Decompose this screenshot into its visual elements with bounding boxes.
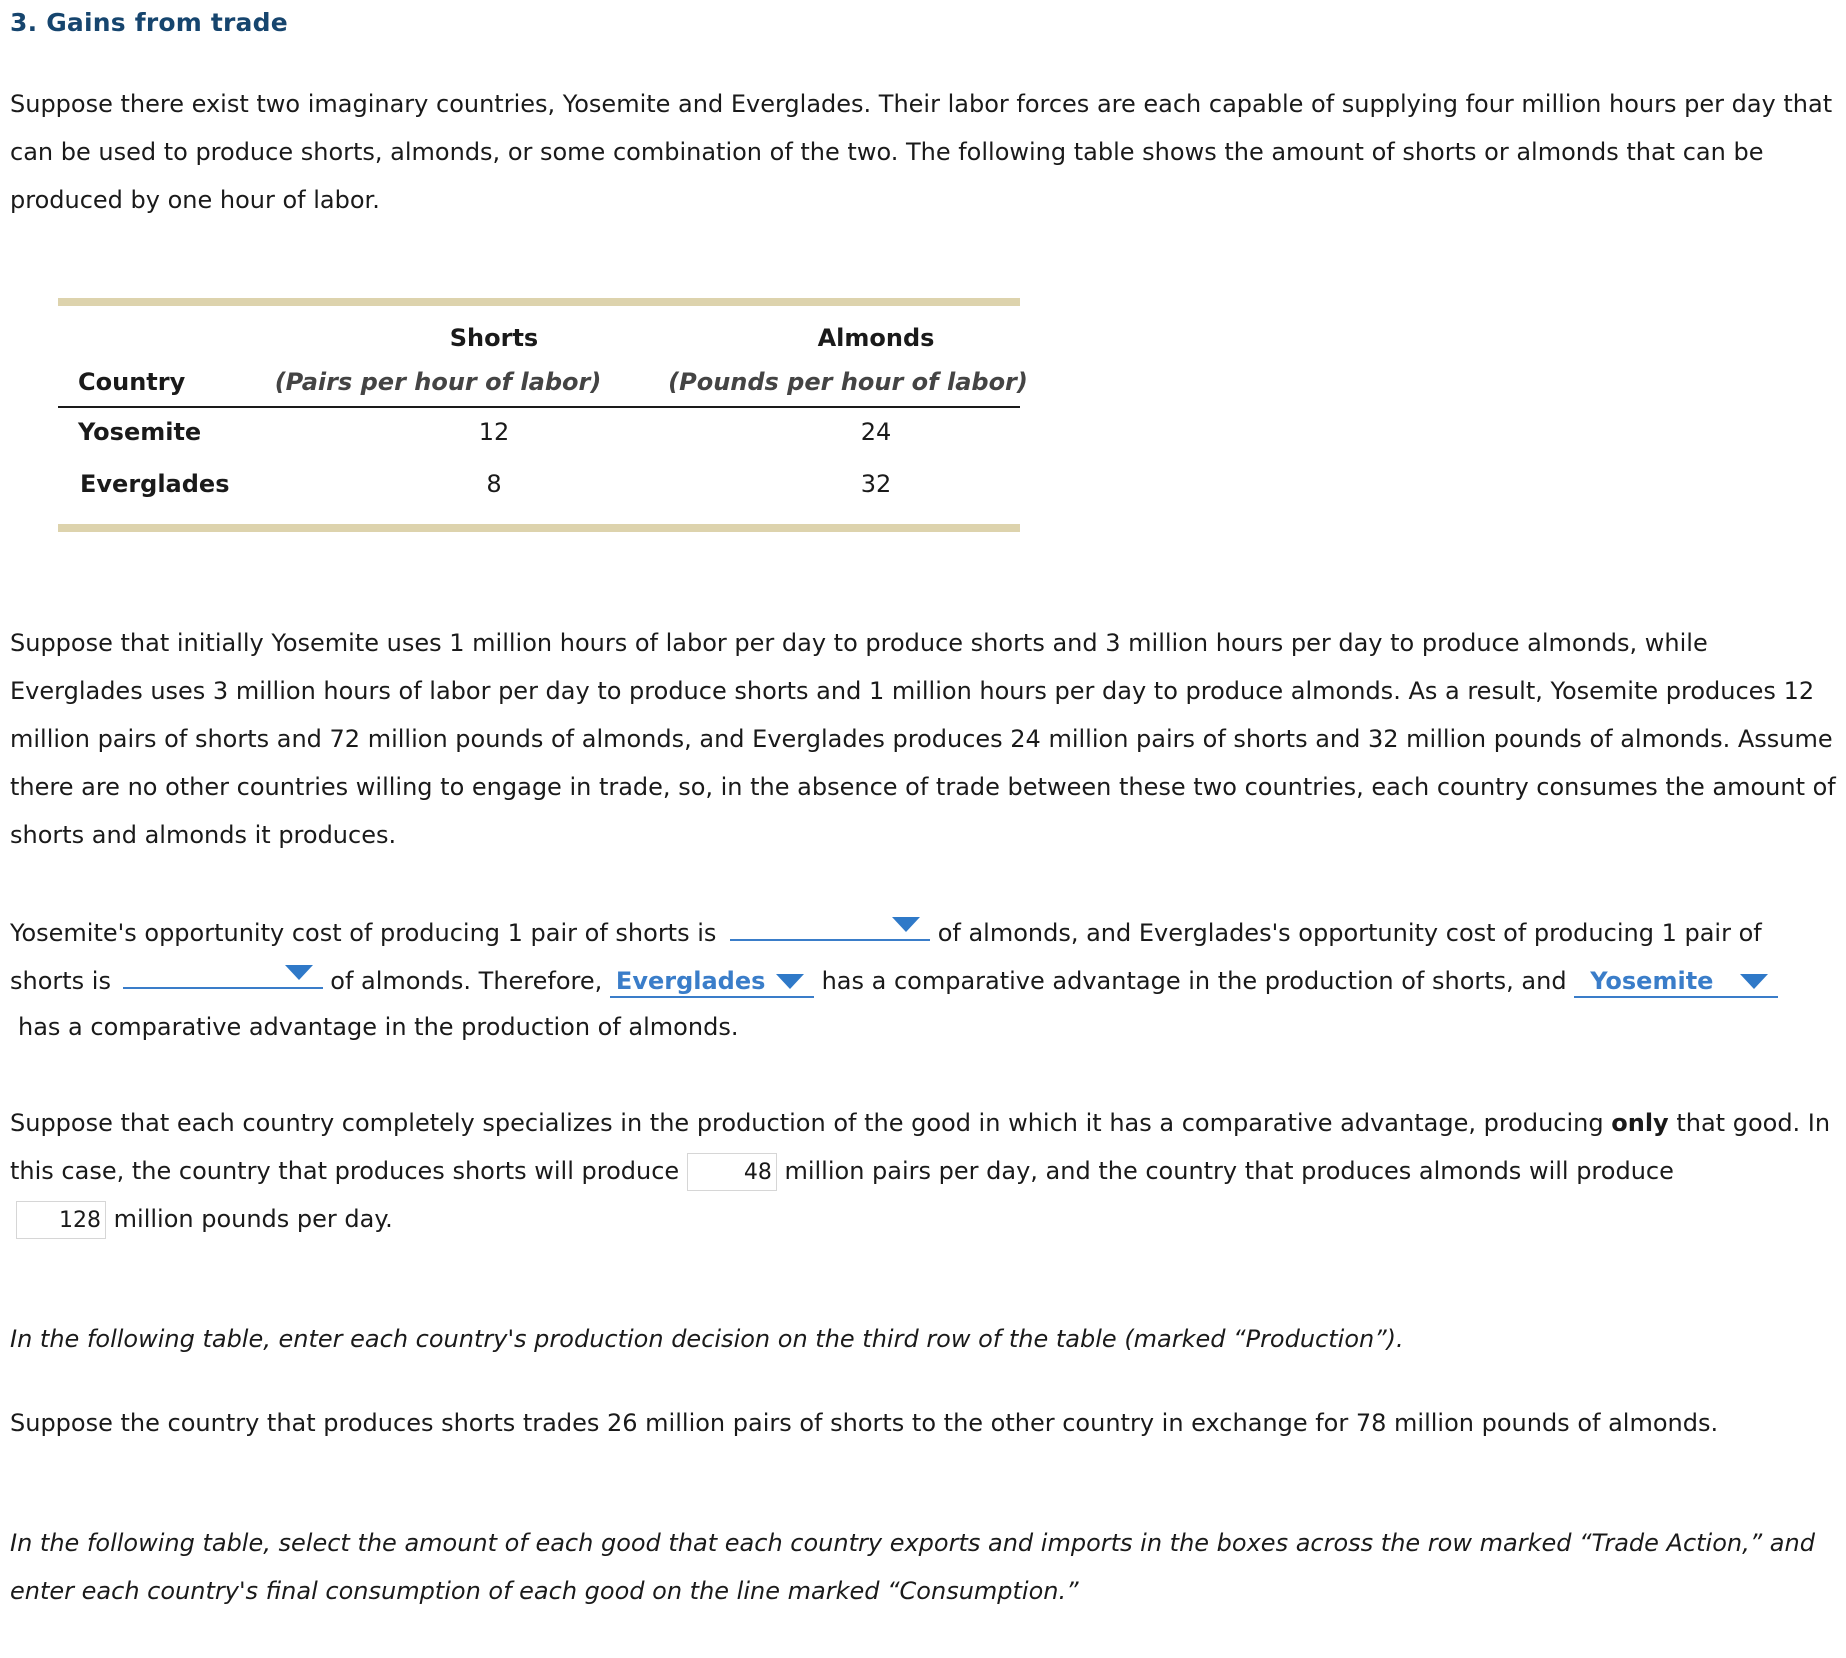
intro-paragraph: Suppose there exist two imaginary countries, Yosemite and Everglades. Their labor forces are each capable of supplying four million hours per day that can be used to produce shorts, almonds, or some combination of the two. The following table shows the amount of shorts or almonds that can be produced by one hour of labor.	[10, 90, 1833, 214]
q2-bold-only: only	[1611, 1109, 1669, 1137]
q2-text-3: this case, the country that produces shorts will produce	[10, 1157, 680, 1185]
scenario-paragraph: Suppose that initially Yosemite uses 1 million hours of labor per day to produce shorts and 3 million hours per day to produce almonds, while Everglades uses 3 million hours of labor per day to produce shorts and 1 million hours per day to produce almonds. As a result, Yosemite produces 12 million pairs of shorts and 72 million pounds of almonds, and Everglades produces 24 million pairs of shorts and 32 million pounds of almonds. Assume there are no other countries willing to engage in trade, so, in the absence of trade between these two countries, each country consumes the amount of shorts and almonds it produces.	[10, 629, 1836, 849]
everglades-opportunity-cost-dropdown[interactable]	[123, 955, 323, 989]
chevron-down-icon	[892, 917, 920, 932]
almonds-production-input[interactable]: 128	[16, 1201, 106, 1239]
q1-text-2: of almonds, and Everglades's opportunity cost of producing 1 pair of	[937, 919, 1762, 947]
table-row-almonds: 24	[860, 418, 892, 446]
country-header: Country	[78, 368, 186, 396]
shorts-header: Shorts	[449, 324, 539, 352]
yosemite-opportunity-cost-dropdown[interactable]	[730, 907, 930, 941]
q2-text-2: that good. In	[1676, 1109, 1831, 1137]
q2-text-4: million pairs per day, and the country that produces almonds will produce	[784, 1157, 1674, 1185]
trade-instruction-line1: In the following table, select the amount of each good that each country exports and imports in the boxes across the row marked “Trade Action,” and	[10, 1529, 1815, 1557]
table-header-rule	[58, 406, 1020, 408]
almonds-advantage-selected: Yosemite	[1590, 967, 1714, 995]
opportunity-cost-question-line3	[18, 1003, 1846, 1051]
trade-paragraph: Suppose the country that produces shorts trades 26 million pairs of shorts to the other country in exchange for 78 million pounds of almonds.	[10, 1409, 1719, 1437]
shorts-advantage-selected: Everglades	[615, 967, 766, 995]
opportunity-cost-question-line2	[10, 955, 1840, 1005]
chevron-down-icon	[1740, 974, 1768, 989]
table-row-shorts: 12	[478, 418, 510, 446]
trade-instruction-line2: enter each country's final consumption of each good on the line marked “Consumption.”	[10, 1577, 1079, 1605]
q1-text-1: Yosemite's opportunity cost of producing 1 pair of shorts is	[10, 919, 717, 947]
almonds-advantage-dropdown[interactable]	[1574, 964, 1778, 998]
section-title: 3. Gains from trade	[10, 8, 288, 37]
q1-text-4: of almonds. Therefore,	[330, 967, 603, 995]
table-row-country: Everglades	[80, 470, 230, 498]
q1-text-6: has a comparative advantage in the production of almonds.	[18, 1013, 739, 1041]
shorts-production-input[interactable]: 48	[687, 1153, 777, 1191]
labor-productivity-table	[58, 298, 1028, 532]
q1-text-5: has a comparative advantage in the production of shorts, and	[821, 967, 1567, 995]
table-row-almonds: 32	[860, 470, 892, 498]
specialization-question-line2	[10, 1147, 1840, 1195]
specialization-question	[10, 1099, 1840, 1147]
q2-text-5: million pounds per day.	[113, 1205, 393, 1233]
shorts-advantage-dropdown[interactable]	[610, 964, 814, 998]
table-row-shorts: 8	[486, 470, 502, 498]
table-row-country: Yosemite	[78, 418, 202, 446]
q1-text-3: shorts is	[10, 967, 111, 995]
opportunity-cost-question	[10, 907, 1840, 957]
almonds-unit-header: (Pounds per hour of labor)	[668, 368, 1028, 396]
table-bottom-border	[58, 524, 1020, 532]
chevron-down-icon	[776, 974, 804, 989]
chevron-down-icon	[285, 965, 313, 980]
q2-text-1: Suppose that each country completely specializes in the production of the good in which it has a comparative advantage, producing	[10, 1109, 1604, 1137]
table-top-border	[58, 298, 1020, 306]
almonds-header: Almonds	[817, 324, 935, 352]
specialization-question-line3	[16, 1195, 1846, 1243]
shorts-unit-header: (Pairs per hour of labor)	[274, 368, 602, 396]
production-instruction: In the following table, enter each country's production decision on the third row of the table (marked “Production”).	[10, 1325, 1404, 1353]
